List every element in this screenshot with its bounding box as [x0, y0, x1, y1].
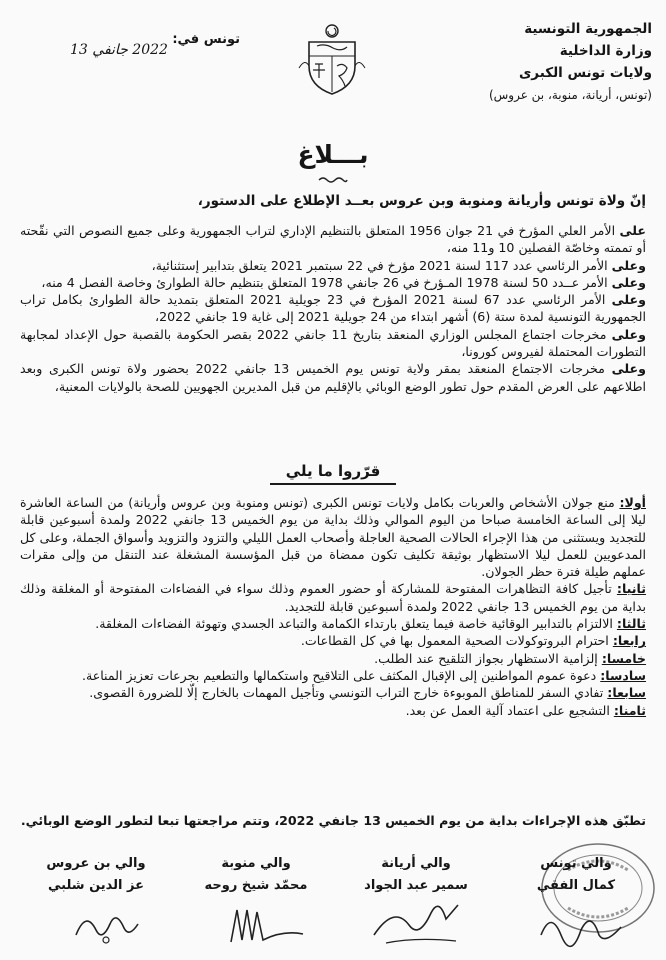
- decision-item: رابعا: احترام البروتوكولات الصحية المعمول بها في كل القطاعات.: [300, 633, 646, 649]
- handwritten-date: 2022 جانفي 13: [70, 42, 168, 58]
- signature-ben-arous-icon: [66, 900, 146, 950]
- consideration-item: وعلى الأمر عــدد 50 لسنة 1978 المـؤرخ في 26 جانفي 1978 المتعلق بتنظيم حالة الطوارئ وخاصة الفصل 4 منه،: [41, 274, 646, 290]
- decisions: [20, 494, 646, 719]
- tunisia-coat-of-arms-icon: [295, 22, 369, 96]
- decision-item: ثامنا: التشجيع على اعتماد آلية العمل عن بعد.: [405, 702, 646, 718]
- document-title: بـــلاغ: [297, 140, 369, 169]
- consideration-item: على الأمر العلي المؤرخ في 21 جوان 1956 المتعلق بالتنظيم الإداري لتراب الجمهورية وعلى جميع النصوص التي نقّحته أو تممته وخاصّة الفصلين 10 و11 منه،: [20, 223, 646, 256]
- consideration-item: وعلى مخرجات اجتماع المجلس الوزاري المنعقد بتاريخ 11 جانفي 2022 بقصر الحكومة بالقصبة حول الإعداد لمجابهة التطورات المحتملة لفيروس كورونا،: [20, 326, 646, 360]
- signatory-manouba: [186, 853, 326, 897]
- decided-heading: قرّروا ما يلي: [285, 462, 381, 480]
- consideration-item: وعلى الأمر الرئاسي عدد 67 لسنة 2021 المؤرخ في 23 جويلية 2021 المتعلق بتمديد حالة الطوارئ بكامل تراب الجمهورية التونسية لمدة ستة (6) أشهر ابتداء من 24 جويلية 2021 إلى غاية 19 جانفي 2022،: [20, 292, 646, 325]
- decision-item: أولا: منع جولان الأشخاص والعربات بكامل ولايات تونس الكبرى (تونس ومنوبة وبن عروس وأريانة) من الساعة العاشرة ليلا إلى الساعة الخامسة صباحا من اليوم الموالي وذلك بداية من يوم الخميس 13 جانفي 2022 ولمدة أسبوعين قابلة للتجديد ويستثنى من هذا الإجراء الحالات الصحية العاجلة وأصحاب العمل الليلي والتزود والتزويد وأسواق الجملة، وعلى كل المدعويين للعمل ليلا الاستظهار بوثيقة تكليف تكون ممضاة من قبل المؤسسة المشغلة عند التنقل من وإلى مقرات عملهم طيلة فترة حظر الجولان.: [20, 495, 646, 580]
- signatory-name: عز الدين شلبي: [48, 878, 144, 893]
- decision-item: ثالثا: الالتزام بالتدابير الوقائية خاصة فيما يتعلق بارتداء الكمامة والتباعد الجسدي وتهوئة الفضاءات المغلقة.: [95, 616, 646, 632]
- signatory-title: والي منوبة: [221, 856, 291, 871]
- republic-name: الجمهورية التونسية: [524, 21, 652, 37]
- region-name: ولايات تونس الكبرى: [518, 65, 652, 81]
- decision-item: سادسا: دعوة عموم المواطنين إلى الإقبال المكثف على التلاقيح واستكمالها والتطعيم بجرعات تعزيز المناعة.: [81, 667, 646, 683]
- issuer-header: [402, 18, 652, 106]
- consideration-item: وعلى الأمر الرئاسي عدد 117 لسنة 2021 مؤرخ في 22 سبتمبر 2021 يتعلق بتدابير إستثنائية،: [151, 257, 646, 273]
- signature-ariana-icon: [366, 895, 466, 950]
- decision-item: سابعا: تفادي السفر للمناطق الموبوءة خارج التراب التونسي وتأجيل المهمات بالخارج إلّا للضرورة القصوى.: [89, 685, 646, 701]
- signatory-name: محمّد شيخ روحه: [204, 878, 308, 893]
- title-ornament-icon: [318, 176, 348, 184]
- decided-underline: [270, 483, 396, 485]
- place-label: تونس في:: [172, 32, 240, 47]
- signatory-ben-arous: [21, 853, 171, 897]
- signatory-name: كمال الفقي: [536, 878, 616, 893]
- signatory-title: والي بن عروس: [46, 856, 146, 871]
- signatory-ariana: [351, 853, 481, 897]
- ministry-name: وزارة الداخلية: [559, 43, 652, 59]
- signatory-title: والي أريانة: [381, 856, 451, 871]
- decision-item: خامسا: إلزامية الاستظهار بجواز التلقيح عند الطلب.: [374, 650, 646, 666]
- signature-tunis-icon: [536, 905, 626, 950]
- signatory-name: سمير عبد الجواد: [364, 878, 468, 893]
- consideration-item: وعلى مخرجات الاجتماع المنعقد بمقر ولاية تونس يوم الخميس 13 جانفي 2022 بحضور ولاة تونس الكبرى وبعد اطلاعهم على العرض المقدم حول تطور الوضع الوبائي بالإقليم من قبل المديرين الجهويين للصحة بالولايات المعنية،: [20, 361, 646, 394]
- signature-manouba-icon: [221, 900, 331, 950]
- considerations: [20, 222, 646, 395]
- signatory-tunis: [506, 853, 646, 897]
- preamble: إنّ ولاة تونس وأريانة ومنوبة وبن عروس بعــد الإطلاع على الدستور،: [197, 193, 646, 209]
- signatory-title: والي تونس: [540, 856, 612, 871]
- region-list: (تونس، أريانة، منوبة، بن عروس): [488, 88, 652, 102]
- decision-item: ثانيا: تأجيل كافة التظاهرات المفتوحة للمشاركة أو حضور العموم وذلك سواء في الفضاءات المفتوحة أو المغلقة وذلك بداية من يوم الخميس 13 جانفي 2022 ولمدة أسبوعين قابلة للتجديد.: [20, 581, 646, 614]
- application-clause: تطبّق هذه الإجراءات بداية من يوم الخميس 13 جانفي 2022، وتتم مراجعتها تبعا لتطور الوضع الوبائي.: [20, 813, 646, 828]
